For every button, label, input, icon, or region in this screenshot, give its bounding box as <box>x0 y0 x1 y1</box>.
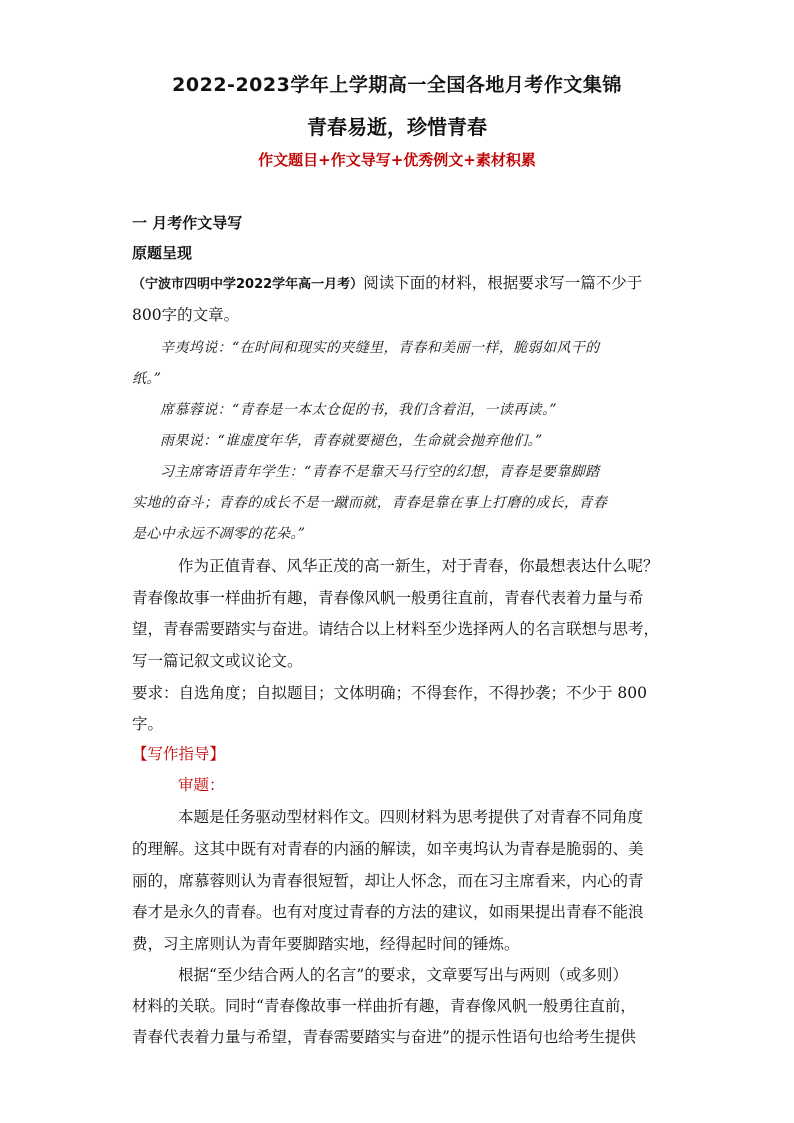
section-subheading: 原题呈现 <box>132 244 193 262</box>
guide-paragraph-line: 费，习主席则认为青年要脚踏实地，经得起时间的锤炼。 <box>132 935 520 953</box>
guide-label: 【写作指导】 <box>132 745 226 763</box>
requirements-line: 字。 <box>132 715 164 733</box>
prompt-intro-line <box>132 271 642 297</box>
quote-line: 是心中永远不凋零的花朵。” <box>132 526 306 542</box>
task-line: 望，青春需要踏实与奋进。请结合以上材料至少选择两人的名言联想与思考， <box>132 620 660 638</box>
task-line: 作为正值青春、风华正茂的高一新生，对于青春，你最想表达什么呢？ <box>178 557 659 575</box>
guide-sublabel: 审题： <box>178 776 225 794</box>
task-line: 青春像故事一样曲折有趣，青春像风帆一般勇往直前，青春代表着力量与希 <box>132 589 644 607</box>
quote-line: 实地的奋斗；青春的成长不是一蹴而就，青春是靠在事上打磨的成长，青春 <box>132 495 608 511</box>
quote-line: 辛夷坞说：“在时间和现实的夹缝里，青春和美丽一样，脆弱如风干的 <box>160 340 600 356</box>
prompt-intro-line-2: 800字的文章。 <box>132 306 240 324</box>
document-subtitle: 青春易逝，珍惜青春 <box>307 115 487 139</box>
guide-paragraph-line: 丽的，席慕蓉则认为青春很短暂，却让人怀念，而在习主席看来，内心的青 <box>132 872 644 890</box>
guide-paragraph-line: 材料的关联。同时“青春像故事一样曲折有趣，青春像风帆一般勇往直前， <box>132 997 636 1015</box>
document-title: 2022-2023学年上学期高一全国各地月考作文集锦 <box>172 74 622 96</box>
quote-line: 纸。” <box>132 371 162 387</box>
guide-paragraph-line: 本题是任务驱动型材料作文。四则材料为思考提供了对青春不同角度 <box>178 808 644 826</box>
quote-line: 习主席寄语青年学生：“青春不是靠天马行空的幻想，青春是要靠脚踏 <box>160 464 600 480</box>
section-heading: 一 月考作文导写 <box>132 214 243 232</box>
guide-paragraph-line: 青春代表着力量与希望，青春需要踏实与奋进”的提示性语句也给考生提供 <box>132 1028 636 1046</box>
prompt-intro-text: 阅读下面的材料，根据要求写一篇不少于 <box>363 274 643 292</box>
document-tagline: 作文题目+作文导写+优秀例文+素材积累 <box>258 151 536 169</box>
guide-paragraph-line: 根据“至少结合两人的名言”的要求，文章要写出与两则（或多则） <box>178 966 628 984</box>
requirements-line: 要求：自选角度；自拟题目；文体明确；不得套作，不得抄袭；不少于 800 <box>132 684 648 702</box>
task-line: 写一篇记叙文或议论文。 <box>132 652 303 670</box>
quote-line: 席慕蓉说：“青春是一本太仓促的书，我们含着泪，一读再读。” <box>160 402 557 418</box>
guide-paragraph-line: 春才是永久的青春。也有对度过青春的方法的建议，如雨果提出青春不能浪 <box>132 903 644 921</box>
guide-paragraph-line: 的理解。这其中既有对青春的内涵的解读，如辛夷坞认为青春是脆弱的、美 <box>132 840 644 858</box>
quote-line: 雨果说：“谁虚度年华，青春就要褪色，生命就会抛弃他们。” <box>160 433 543 449</box>
prompt-source: （宁波市四明中学2022学年高一月考） <box>132 277 364 292</box>
